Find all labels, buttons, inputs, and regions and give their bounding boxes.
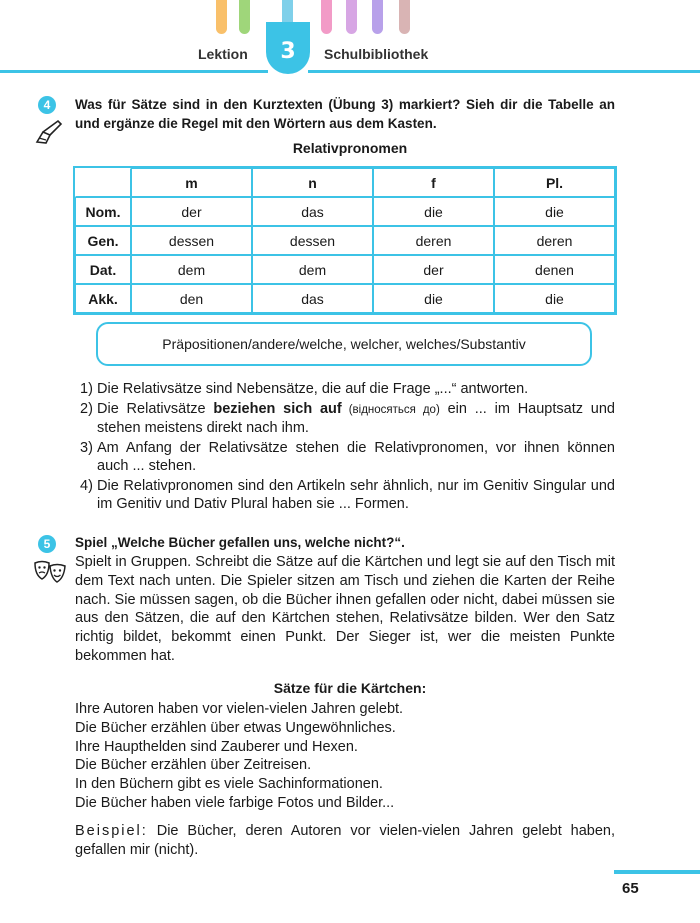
row-header: Dat.: [75, 255, 131, 284]
table-row: [75, 284, 615, 313]
rule-item: [80, 380, 615, 399]
task-4-instruction: Was für Sätze sind in den Kurztexten (Übung 3) markiert? Sieh dir die Tabelle an und ergänze die Regel mit den Wörtern aus dem Kasten.: [75, 97, 615, 131]
table-cell: denen: [494, 255, 615, 284]
table-cell: der: [131, 197, 252, 226]
rule-text: Die Relativsätze sind Nebensätze, die auf die Frage „...“ antworten.: [97, 381, 529, 397]
table-cell: der: [373, 255, 494, 284]
table-cell: die: [373, 284, 494, 313]
table-cell: deren: [494, 226, 615, 255]
card-sentence: Ihre Autoren haben vor vielen-vielen Jahren gelebt.: [75, 701, 404, 717]
header-rule-left: [0, 70, 268, 73]
example: [75, 822, 615, 860]
table-cell: die: [373, 197, 494, 226]
column-header: m: [131, 168, 252, 197]
rule-item: [80, 400, 615, 438]
table-cell: den: [131, 284, 252, 313]
relative-pronoun-table: [73, 166, 617, 315]
theater-masks-icon: [33, 559, 67, 585]
task-5-instructions: Spielt in Gruppen. Schreibt die Sätze auf die Kärtchen und legt sie auf den Tisch mit dem Text nach unten. Die Spieler sitzen am Tisch und ziehen die Karten der Reihe nach. Sie müssen sagen, ob die Bücher ihnen gefallen oder nicht, dabei müssen sie aus den Sätzen, die auf den Kärtchen stehen, Relativsätze bilden. Wer den Satz richtig bildet, bekommt einen Punkt. Der Sieger ist, wer die meisten Punkte bekommen hat.: [75, 554, 615, 664]
color-tab: [372, 0, 383, 34]
row-header: Nom.: [75, 197, 131, 226]
rule-translation: (відносяться до): [341, 403, 440, 416]
table-cell: die: [494, 197, 615, 226]
column-header: n: [252, 168, 373, 197]
example-text: Die Bücher, deren Autoren vor vielen-vielen Jahren gelebt haben, gefallen mir (nicht).: [75, 823, 615, 858]
table-header-row: [75, 168, 615, 197]
header-rule-right: [308, 70, 700, 73]
table-cell: dem: [252, 255, 373, 284]
rule-text: Die Relativpronomen sind den Artikeln sehr ähnlich, nur im Genitiv Singular und im Genitiv und Dativ Plural haben sie ... Formen.: [97, 477, 615, 512]
color-tab: [321, 0, 332, 34]
table-cell: dem: [131, 255, 252, 284]
table-cell: dessen: [252, 226, 373, 255]
rule-bold-phrase: beziehen sich auf: [213, 400, 342, 417]
table-title: Relativpronomen: [292, 140, 408, 156]
rule-number: 3): [80, 439, 93, 456]
rule-number: 4): [80, 477, 93, 494]
row-header: Gen.: [75, 226, 131, 255]
word-box: Präpositionen/andere/welche, welcher, welches/Substantiv: [96, 322, 592, 366]
card-sentence: Die Bücher erzählen über etwas Ungewöhnliches.: [75, 719, 396, 736]
rule-text-start: Die Relativsätze: [97, 400, 214, 417]
task-5-title: Spiel „Welche Bücher gefallen uns, welche nicht?“.: [75, 535, 405, 550]
rule-item: [80, 477, 615, 514]
table-cell: dessen: [131, 226, 252, 255]
table-row: [75, 255, 615, 284]
rule-number: 1): [80, 381, 93, 397]
task-number-badge: 4: [38, 96, 56, 114]
table-row: [75, 197, 615, 226]
page-number: 65: [622, 880, 639, 897]
lesson-label: Lektion: [198, 46, 248, 62]
task-number-badge: 5: [38, 535, 56, 553]
column-header: f: [373, 168, 494, 197]
color-tab: [399, 0, 410, 34]
color-tabs: [0, 0, 700, 38]
lesson-number-badge: 3: [266, 22, 310, 74]
card-sentence: Die Bücher haben viele farbige Fotos und Bilder...: [75, 794, 395, 811]
card-sentence: Ihre Haupthelden sind Zauberer und Hexen.: [75, 738, 358, 755]
table-cell: das: [252, 284, 373, 313]
footer-rule: [614, 870, 700, 874]
rule-item: [80, 439, 615, 476]
table-corner-cell: [75, 168, 131, 197]
table-cell: das: [252, 197, 373, 226]
table-cell: deren: [373, 226, 494, 255]
color-tab: [239, 0, 250, 34]
color-tab: [216, 0, 227, 34]
rule-list: [80, 380, 615, 515]
card-sentence: Die Bücher erzählen über Zeitreisen.: [75, 757, 312, 774]
table-cell: die: [494, 284, 615, 313]
row-header: Akk.: [75, 284, 131, 313]
rule-text-end: ein ... im Hauptsatz und stehen meistens direkt nach ihm.: [97, 400, 615, 436]
example-label: Beispiel:: [75, 823, 148, 839]
rule-text: [97, 400, 615, 438]
color-tab: [346, 0, 357, 34]
rule-text: Am Anfang der Relativsätze stehen die Relativpronomen, vor ihnen können auch ... stehen.: [97, 439, 615, 474]
table-row: [75, 226, 615, 255]
cards-title: Sätze für die Kärtchen:: [273, 680, 427, 696]
rule-number: 2): [80, 400, 93, 417]
card-sentence-list: [75, 700, 403, 813]
column-header: Pl.: [494, 168, 615, 197]
card-sentence: In den Büchern gibt es viele Sachinformationen.: [75, 776, 383, 793]
chapter-title: Schulbibliothek: [324, 46, 429, 62]
